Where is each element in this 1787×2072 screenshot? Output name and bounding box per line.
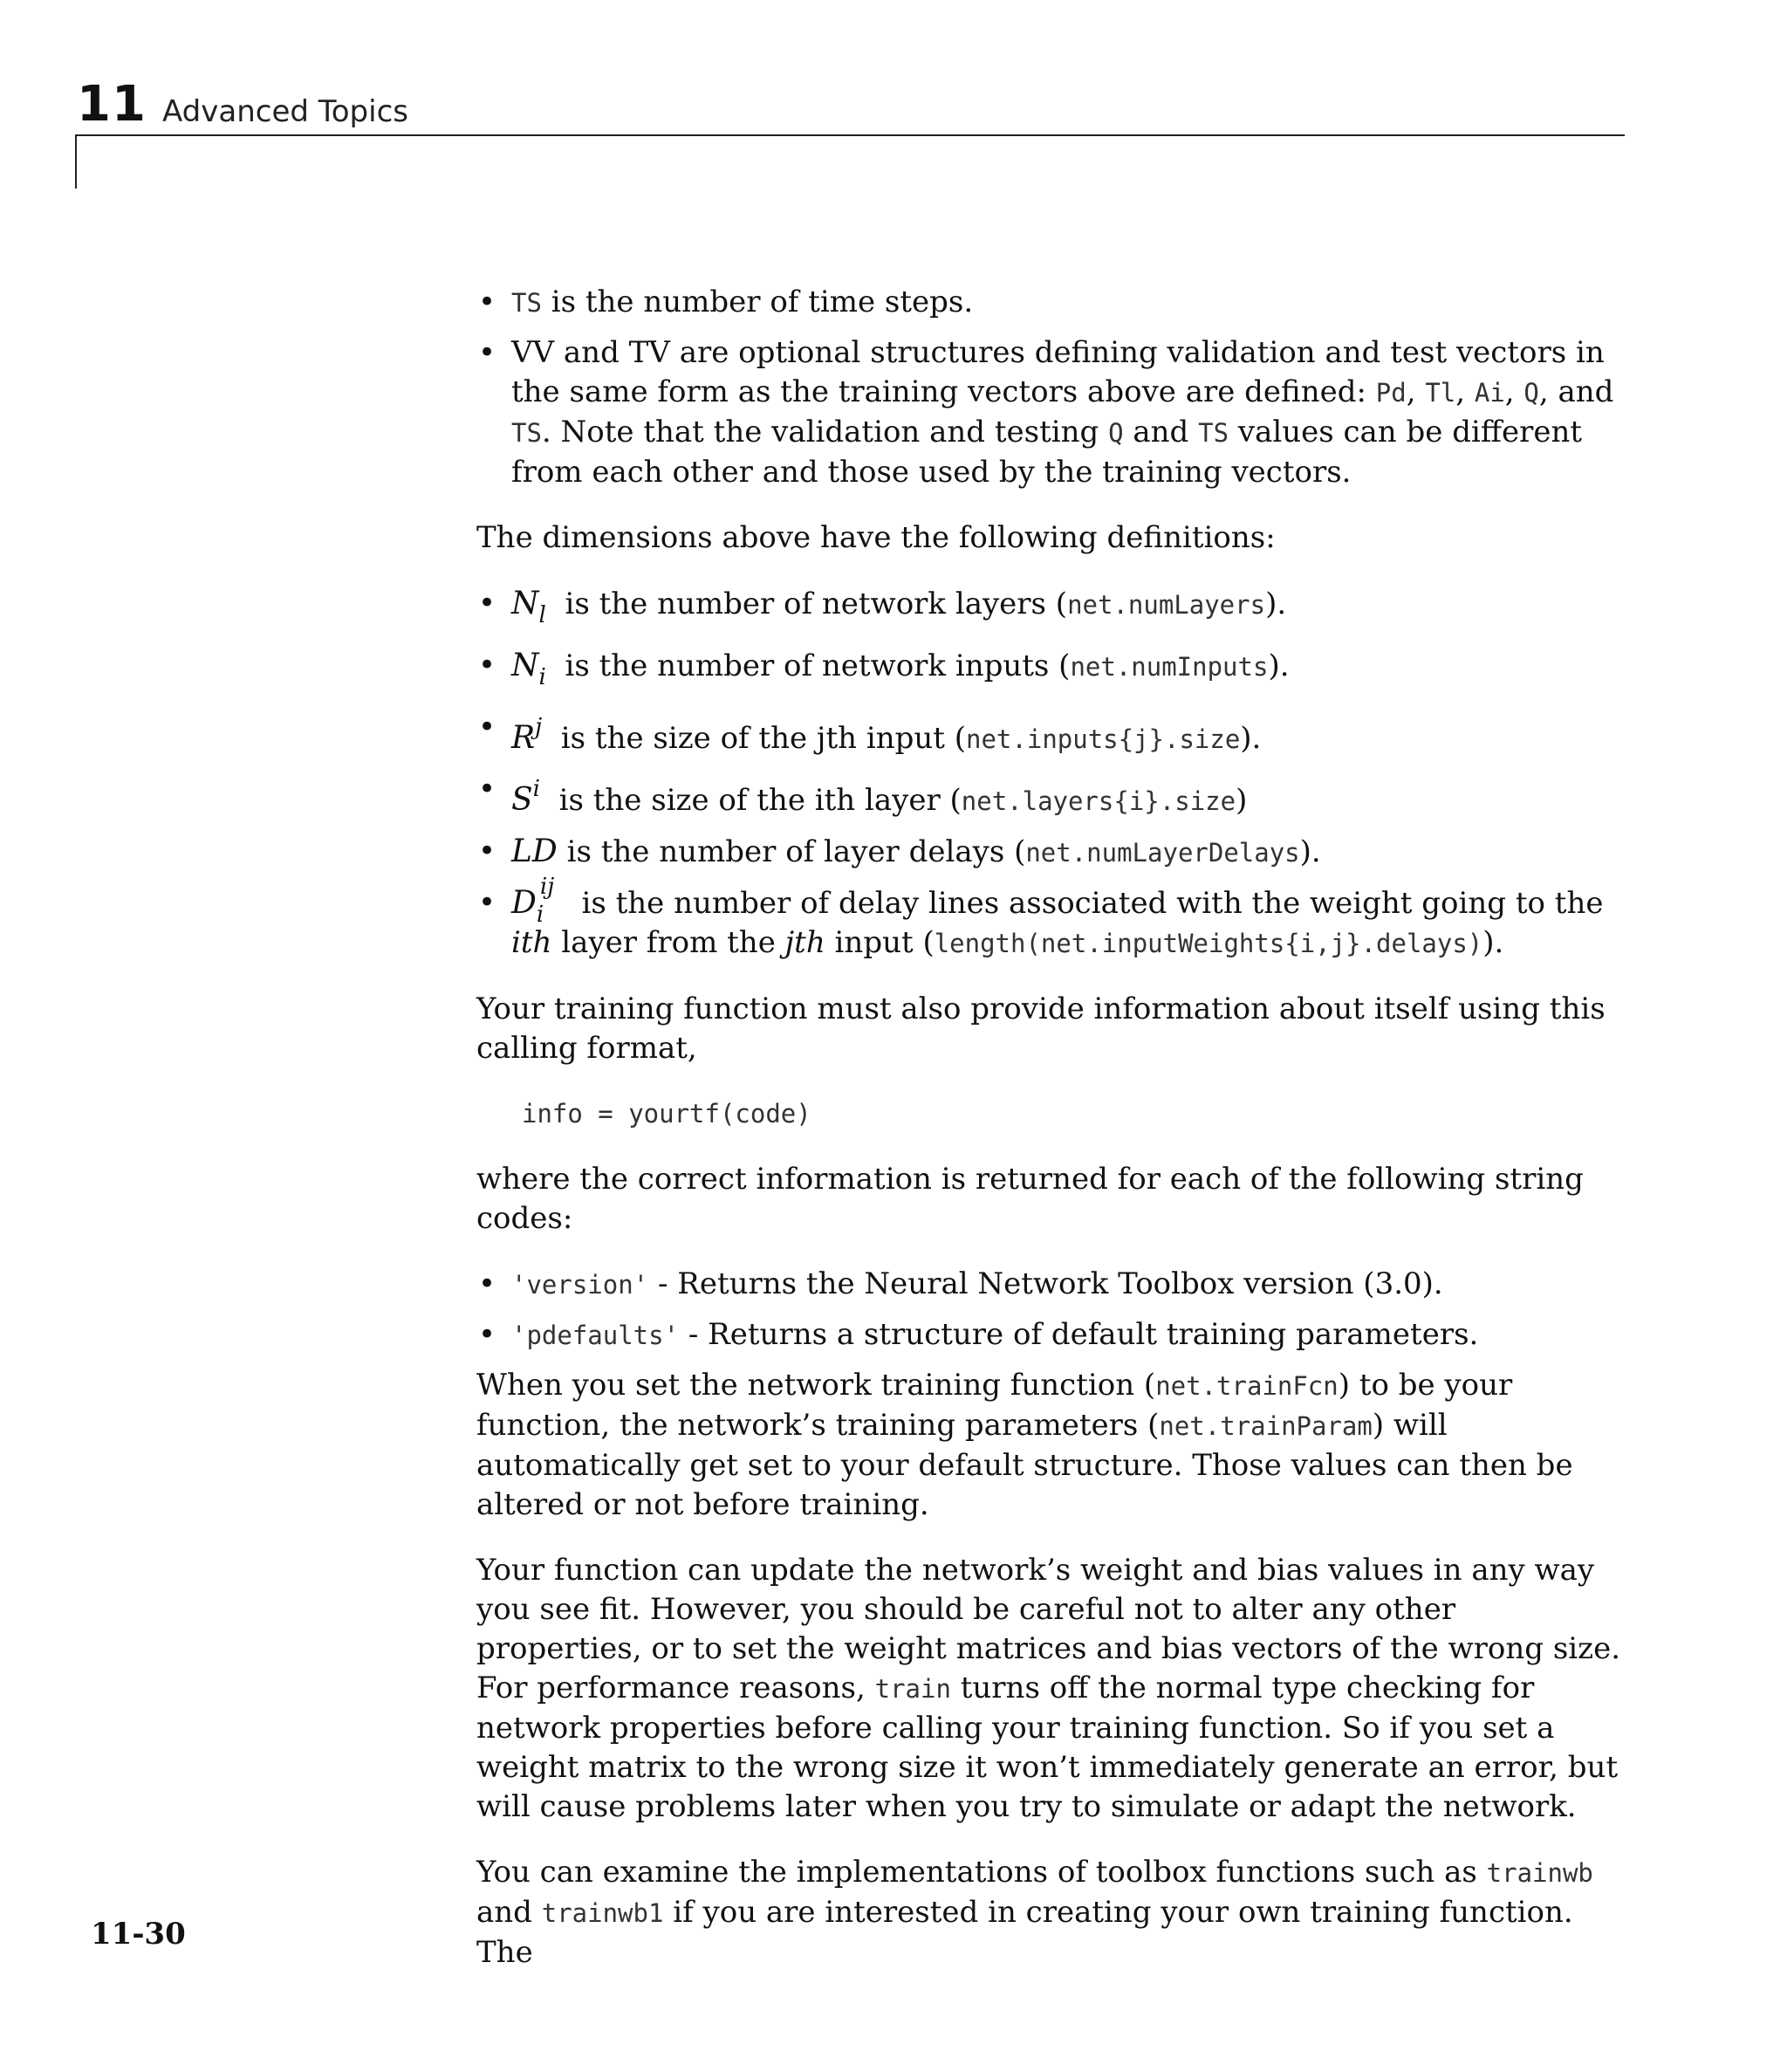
page-number: 11-30 xyxy=(91,1917,186,1952)
inline-code: trainwb1 xyxy=(541,1898,664,1928)
math-superscript: i xyxy=(532,776,540,802)
def-text: is the number of delay lines associated with the weight going to the xyxy=(572,886,1604,921)
para-text: and xyxy=(476,1895,542,1930)
inline-code: Q xyxy=(1523,378,1539,408)
math-subscript: i xyxy=(538,664,546,690)
punct: , xyxy=(1455,374,1475,409)
para-text: if you are interested in creating your own training function. The xyxy=(476,1895,1573,1970)
math-symbol: D xyxy=(511,885,537,921)
train-fcn-paragraph xyxy=(476,1366,1626,1525)
para-text: ) will automatically get set to your default structure. Those values can then be altered or not before training. xyxy=(476,1408,1573,1522)
punct: , and xyxy=(1538,374,1614,409)
math-sup-sub xyxy=(536,874,563,928)
inline-code: TS xyxy=(511,288,542,318)
inline-code: net.numLayers xyxy=(1067,590,1266,620)
inline-code: 'pdefaults' xyxy=(511,1321,680,1350)
math-superscript: j xyxy=(535,714,543,740)
def-text: is the size of the jth input ( xyxy=(551,721,967,756)
inline-code: net.inputs{j}.size xyxy=(966,724,1241,754)
code-example: info = yourtf(code) xyxy=(522,1099,811,1129)
def-text: layer from the xyxy=(551,925,785,960)
inline-code: TS xyxy=(1198,418,1229,448)
math-symbol: R xyxy=(511,720,536,756)
inline-code: Ai xyxy=(1474,378,1505,408)
def-text: is the number of network layers ( xyxy=(555,587,1068,621)
def-text: ) xyxy=(1236,783,1248,818)
bullet-ts xyxy=(476,283,1626,323)
code-version xyxy=(476,1265,1626,1305)
def-text: ). xyxy=(1265,587,1287,621)
examine-paragraph xyxy=(476,1853,1626,1973)
inline-code: Tl xyxy=(1425,378,1456,408)
italic-text: jth xyxy=(784,925,825,960)
para-text: You can examine the implementations of toolbox functions such as xyxy=(476,1855,1487,1890)
inline-code: train xyxy=(874,1674,951,1704)
math-symbol: N xyxy=(511,586,539,621)
inline-code: length(net.inputWeights{i,j}.delays) xyxy=(934,929,1483,958)
inline-code: TS xyxy=(511,418,542,448)
def-delay-lines xyxy=(476,874,1626,964)
punct: , xyxy=(1504,374,1524,409)
bullet-text: VV and TV are optional structures defining validation and test vectors in the same form as the training vectors above are defined: xyxy=(511,335,1605,409)
math-symbol: LD xyxy=(511,834,558,869)
inline-code: trainwb xyxy=(1486,1858,1593,1888)
string-codes-intro: where the correct information is returned for each of the following string codes: xyxy=(476,1162,1584,1236)
chapter-title: Advanced Topics xyxy=(162,94,408,129)
bullet-text: - Returns a structure of default training parameters. xyxy=(679,1317,1479,1352)
def-text: is the size of the ith layer ( xyxy=(549,783,962,818)
def-input-size xyxy=(476,708,1626,759)
header-rule xyxy=(75,134,1625,136)
body-text xyxy=(476,283,1626,1999)
math-subscript: i xyxy=(536,902,544,928)
def-text: is the number of network inputs ( xyxy=(555,648,1071,683)
inline-code: net.trainParam xyxy=(1159,1411,1373,1441)
para-text: When you set the network training function ( xyxy=(476,1368,1156,1403)
def-text: ). xyxy=(1240,721,1262,756)
italic-text: ith xyxy=(511,925,552,960)
def-text: input ( xyxy=(825,925,935,960)
training-vector-bullets xyxy=(476,283,1626,492)
inline-code: Q xyxy=(1108,418,1124,448)
bullet-text: values can be different from each other and those used by the training vectors. xyxy=(511,415,1583,490)
math-symbol: S xyxy=(511,782,533,818)
math-symbol: N xyxy=(511,648,539,683)
dimension-definitions xyxy=(476,584,1626,964)
bullet-text: - Returns the Neural Network Toolbox version (3.0). xyxy=(648,1266,1443,1301)
def-layer-delays xyxy=(476,832,1626,873)
inline-code: net.layers{i}.size xyxy=(961,786,1236,816)
code-pdefaults xyxy=(476,1315,1626,1355)
bullet-text: is the number of time steps. xyxy=(541,285,974,319)
para-text: ) to be your function, the network’s training parameters ( xyxy=(476,1368,1513,1443)
chapter-number: 11 xyxy=(77,76,147,133)
inline-code: net.numInputs xyxy=(1070,652,1269,682)
def-text: ). xyxy=(1299,834,1321,869)
update-weights-paragraph xyxy=(476,1551,1626,1827)
inline-code: net.numLayerDelays xyxy=(1025,838,1300,868)
bullet-text: . Note that the validation and testing xyxy=(541,415,1109,449)
def-num-layers xyxy=(476,584,1626,635)
inline-code: Pd xyxy=(1375,378,1407,408)
math-subscript: l xyxy=(538,602,546,628)
math-superscript: ij xyxy=(539,874,555,900)
dimensions-intro: The dimensions above have the following definitions: xyxy=(476,520,1276,555)
def-num-inputs xyxy=(476,646,1626,697)
header-margin-tick xyxy=(75,134,77,189)
def-text: is the number of layer delays ( xyxy=(557,834,1026,869)
bullet-text: and xyxy=(1123,415,1199,449)
inline-code: net.trainFcn xyxy=(1155,1371,1339,1401)
string-code-bullets xyxy=(476,1265,1626,1355)
punct: , xyxy=(1406,374,1426,409)
calling-format-paragraph: Your training function must also provide information about itself using this calling format, xyxy=(476,991,1606,1066)
para-text: turns off the normal type checking for network properties before calling your training function. So if you set a weight matrix to the wrong size it won’t immediately generate an error, but will cause problems later when you try to simulate or adapt the network. xyxy=(476,1671,1619,1824)
para-text: Your function can update the network’s weight and bias values in any way you see fit. However, you should be careful not to alter any other properties, or to set the weight matrices and bias vectors of the wrong size. For performance reasons, xyxy=(476,1553,1621,1705)
def-text: ). xyxy=(1482,925,1504,960)
bullet-vv-tv xyxy=(476,333,1626,492)
def-layer-size xyxy=(476,770,1626,821)
def-text: ). xyxy=(1268,648,1290,683)
inline-code: 'version' xyxy=(511,1270,649,1300)
